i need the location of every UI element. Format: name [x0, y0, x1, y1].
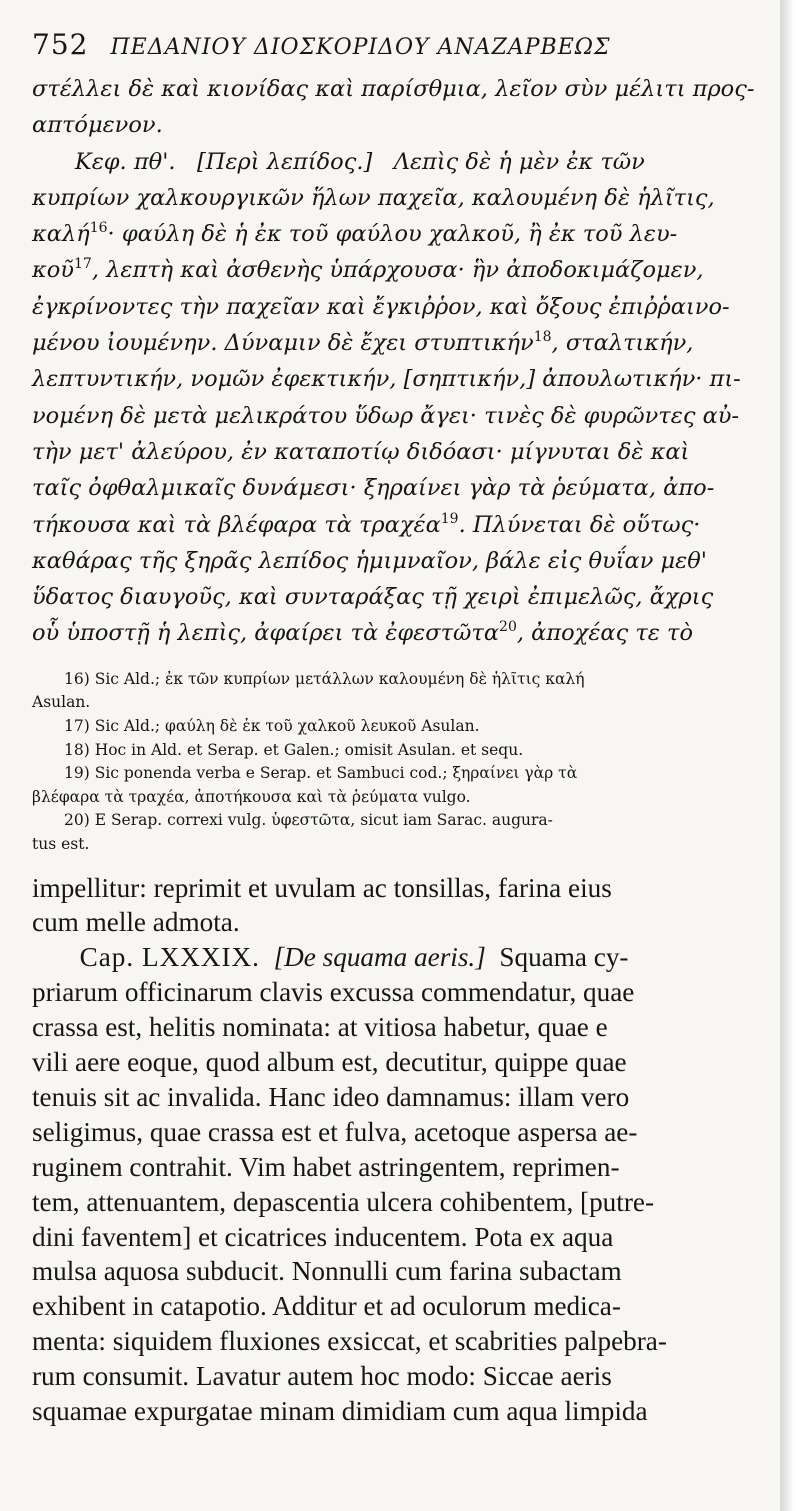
- footnote-ref-17: 17: [73, 256, 92, 273]
- latin-chapter-heading-line: Cap. LXXXIX. [De squama aeris.] Squama cy-: [79, 942, 629, 973]
- footnote: 18) Hoc in Ald. et Serap. et Galen.; omisit Asulan. et sequ.: [64, 740, 524, 759]
- footnote: 20) E Serap. correxi vulg. ὑφεστῶτα, sicut iam Sarac. augura-: [64, 811, 553, 830]
- footnote-continuation: Asulan.: [32, 693, 91, 712]
- greek-line: ταῖς ὀφθαλμικαῖς δυνάμεσι· ξηραίνει γὰρ τὰ ῥεύματα, ἀπο-: [32, 475, 715, 502]
- footnotes: [32, 668, 744, 857]
- footnote-ref-20: 20: [499, 619, 517, 636]
- greek-line: τὴν μετ' ἀλεύρου, ἐν καταποτίῳ διδόασι· μίγνυται δὲ καὶ: [32, 438, 690, 465]
- footnote: 19) Sic ponenda verba e Serap. et Sambuci cod.; ξηραίνει γὰρ τὰ: [64, 764, 578, 783]
- footnote-continuation: βλέφαρα τὰ τραχέα, ἀποτήκουσα καὶ τὰ ῥεύματα vulgo.: [32, 787, 471, 806]
- greek-line: λεπτυντικήν, νομῶν ἐφεκτικήν, [σηπτικήν,] ἀπουλωτικήν· πι-: [32, 366, 741, 393]
- greek-line: κοῦ$^{17}$, λεπτὴ καὶ ἀσθενὴς ὑπάρχουσα· ἣν ἀποδοκιμάζομεν,: [32, 256, 704, 284]
- latin-chapter-title: [De squama aeris.]: [273, 942, 486, 973]
- latin-line: exhibent in catapotio. Additur et ad oculorum medica-: [32, 1291, 621, 1322]
- footnote: 16) Sic Ald.; ἐκ τῶν κυπρίων μετάλλων καλουμένη δὲ ἡλῖτις καλή: [64, 669, 585, 688]
- page-number: 752: [32, 28, 89, 61]
- latin-line: ruginem contrahit. Vim habet astringentem, reprimen-: [32, 1151, 620, 1182]
- footnote-ref-16: 16: [89, 220, 108, 237]
- greek-line: Λεπὶς δὲ ἡ μὲν ἐκ τῶν: [393, 148, 645, 175]
- latin-line: seligimus, quae crassa est et fulva, acetoque aspersa ae-: [32, 1116, 638, 1147]
- latin-line: impellitur: reprimit et uvulam ac tonsillas, farina eius: [32, 872, 612, 903]
- greek-text-block: [32, 71, 755, 652]
- latin-text-block: [32, 871, 744, 1430]
- greek-line: τήκουσα καὶ τὰ βλέφαρα τὰ τραχέα$^{19}$. Πλύνεται δὲ οὕτως·: [32, 510, 701, 538]
- latin-chapter-number: Cap. LXXXIX.: [79, 942, 260, 973]
- latin-line: tem, attenuantem, depascentia ulcera cohibentem, [putre-: [32, 1186, 655, 1217]
- greek-line: οὗ ὑποστῇ ἡ λεπὶς, ἀφαίρει τὰ ἐφεστῶτα$^{20}$, ἀποχέας τε τὸ: [32, 619, 694, 647]
- latin-line: crassa est, helitis nominata: at vitiosa habetur, quae e: [32, 1012, 608, 1043]
- greek-line: καθάρας τῆς ξηρᾶς λεπίδος ἡμιμναῖον, βάλε εἰς θυΐαν μεθ': [32, 547, 707, 574]
- greek-line: νομένη δὲ μετὰ μελικράτου ὕδωρ ἄγει· τινὲς δὲ φυρῶντες αὐ-: [32, 402, 740, 429]
- footnote-ref-19: 19: [440, 510, 459, 527]
- footnote: 17) Sic Ald.; φαύλη δὲ ἐκ τοῦ χαλκοῦ λευκοῦ Asulan.: [64, 716, 480, 735]
- latin-line: rum consumit. Lavatur autem hoc modo: Siccae aeris: [32, 1361, 612, 1392]
- latin-line: cum melle admota.: [32, 907, 240, 938]
- greek-line: καλή$^{16}$· φαύλη δὲ ἡ ἐκ τοῦ φαύλου χαλκοῦ, ἢ ἐκ τοῦ λευ-: [32, 220, 678, 248]
- greek-line: μένου ἰουμένην. Δύναμιν δὲ ἔχει στυπτικήν$^{18}$, σταλτικήν,: [32, 329, 694, 357]
- greek-chapter-title: [Περὶ λεπίδος.]: [197, 148, 373, 175]
- latin-line: priarum officinarum clavis excussa commendatur, quae: [32, 977, 635, 1008]
- greek-line: ὕδατος διαυγοῦς, καὶ συνταράξας τῇ χειρὶ ἐπιμελῶς, ἄχρις: [32, 584, 714, 611]
- latin-line: tenuis sit ac invalida. Hanc ideo damnamus: illam vero: [32, 1081, 630, 1112]
- greek-line: ἐγκρίνοντες τὴν παχεῖαν καὶ ἔγκιῤῥον, καὶ ὄξους ἐπιῤῥαινο-: [32, 293, 730, 320]
- page-edge-shadow: [780, 0, 800, 1511]
- latin-line: squamae expurgatae minam dimidiam cum aqua limpida: [32, 1396, 648, 1427]
- page-header: [32, 28, 744, 61]
- greek-line: στέλλει δὲ καὶ κιονίδας καὶ παρίσθμια, λεῖον σὺν μέλιτι προς-: [32, 76, 755, 102]
- latin-line: vili aere eoque, quod album est, decutitur, quippe quae: [32, 1047, 627, 1078]
- latin-line: dini faventem] et cicatrices inducentem. Pota ex aqua: [32, 1221, 614, 1252]
- greek-chapter-number: Κεφ. πθ'.: [74, 148, 176, 175]
- latin-line: menta: siquidem fluxiones exsiccat, et scabrities palpebra-: [32, 1326, 667, 1357]
- running-head: ΠΕΔΑΝΙΟΥ ΔΙΟΣΚΟΡΙΔΟΥ ΑΝΑΖΑΡΒΕΩΣ: [110, 35, 611, 60]
- greek-chapter-heading-line: [32, 144, 744, 180]
- greek-line: απτόμενον.: [32, 112, 163, 139]
- latin-line: mulsa aquosa subducit. Nonnulli cum farina subactam: [32, 1256, 622, 1287]
- greek-line: κυπρίων χαλκουργικῶν ἥλων παχεῖα, καλουμένη δὲ ἡλῖτις,: [32, 184, 715, 211]
- footnote-ref-18: 18: [533, 329, 552, 346]
- footnote-continuation: tus est.: [32, 834, 90, 853]
